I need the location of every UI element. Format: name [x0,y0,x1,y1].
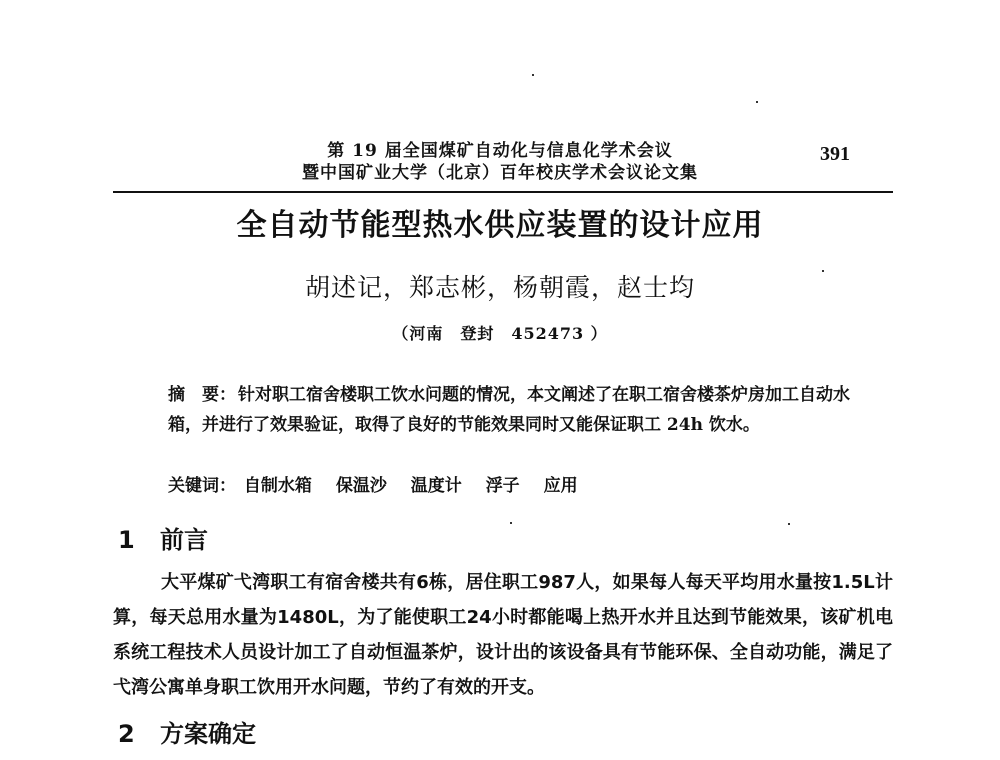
abstract [168,380,868,440]
author-list: 胡述记，郑志彬，杨朝霞，赵士均 [304,273,695,302]
section-heading-1 [118,520,208,555]
keyword-item: 温度计 [410,476,462,496]
keyword-item: 保温沙 [335,476,387,496]
section-heading-2 [118,714,256,749]
section-title: 前言 [160,526,208,554]
section-number: 2 [118,720,135,748]
abstract-text: 针对职工宿舍楼职工饮水问题的情况，本文阐述了在职工宿舍楼茶炉房加工自动水箱，并进行了效果验证，取得了良好的节能效果同时又能保证职工 24h 饮水。 [168,385,850,435]
scan-speck [788,523,790,525]
section-number: 1 [118,526,135,554]
keywords-label: 关键词： [168,476,236,496]
header-rule [113,191,893,193]
page-number: 391 [820,143,850,165]
affiliation: （河南 登封 452473 ） [392,324,608,343]
keyword-item: 应用 [543,476,578,496]
proceedings-header [0,140,1000,190]
proceedings-title-line2: 暨中国矿业大学（北京）百年校庆学术会议论文集 [302,163,698,183]
section-title: 方案确定 [160,720,256,748]
paper-title: 全自动节能型热水供应装置的设计应用 [236,208,764,243]
scan-speck [756,101,758,103]
abstract-label: 摘 要： [168,385,236,405]
keywords [168,471,868,496]
scan-speck [532,74,534,76]
section-1-paragraph: 大平煤矿弋湾职工有宿舍楼共有6栋，居住职工987人，如果每人每天平均用水量按1.5L计算，每天总用水量为1480L，为了能使职工24小时都能喝上热开水并且达到节能效果，该矿机电系统工程技术人员设计加工了自动恒温茶炉，设计出的该设备具有节能环保、全自动功能，满足了弋湾公寓单身职工饮用开水问题，节约了有效的开支。 [113,572,893,698]
keyword-item: 自制水箱 [243,476,312,496]
scan-speck [822,270,824,272]
scan-speck [510,522,512,524]
proceedings-title-line1: 第 19 届全国煤矿自动化与信息化学术会议 [327,141,673,161]
keyword-item: 浮子 [485,476,520,496]
